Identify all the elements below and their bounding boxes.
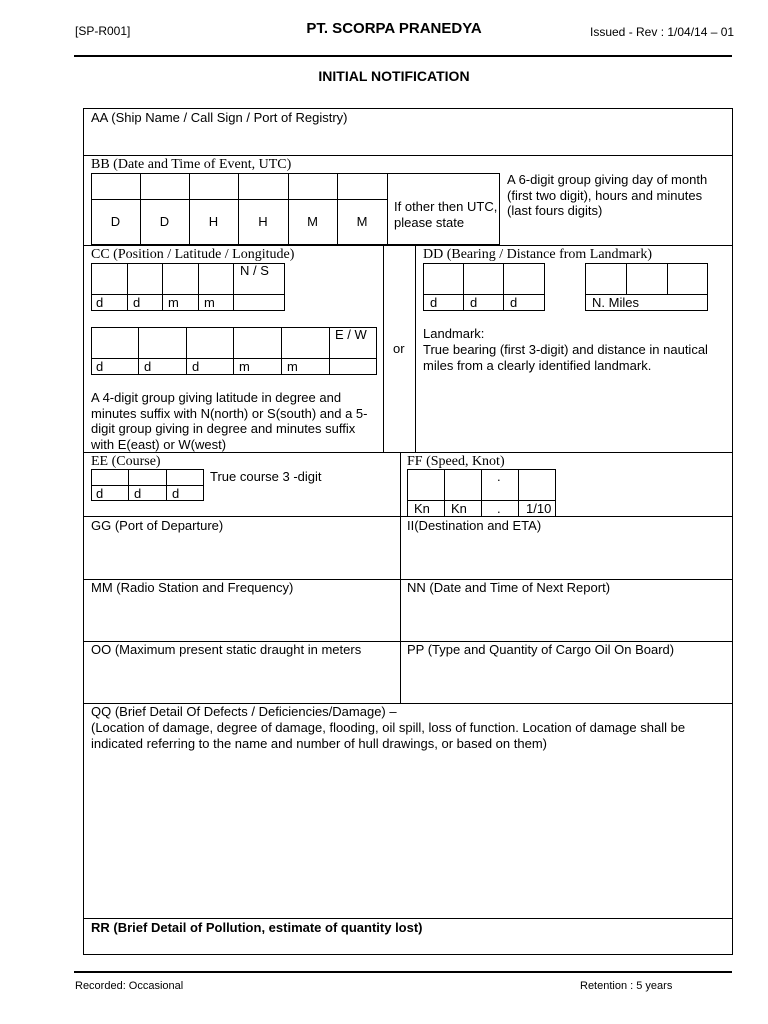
ff-label: FF (Speed, Knot) (407, 454, 505, 469)
ff-col-divider (444, 469, 445, 517)
cc-lon-cell: m (239, 359, 250, 374)
cc-lon-cell: d (144, 359, 152, 374)
dd-bearing-cell: d (430, 295, 438, 310)
dd-bearing-col-divider (463, 263, 464, 311)
header-rule (74, 55, 732, 57)
cc-lat-row-divider (91, 294, 285, 295)
cc-format-note: A 4-digit group giving latitude in degree and minutes suffix with N(north) or S(south) and a 5-digit group giving in degree and minutes suffix with E(east) or W(west) (91, 390, 368, 452)
ee-cell: d (96, 486, 104, 501)
dd-landmark-label: Landmark: (423, 326, 485, 341)
ee-cell: d (134, 486, 142, 501)
bb-grid-col-divider (140, 173, 141, 245)
cc-lon-col-divider (138, 327, 139, 375)
ee-row-divider (91, 485, 204, 486)
dd-distance-col-divider (667, 263, 668, 295)
ff-cell: 1/10 (526, 501, 552, 516)
dd-bearing-row-divider (423, 294, 545, 295)
bb-cell-minute-1: M (307, 214, 318, 229)
bb-cell-minute-2: M (356, 214, 368, 229)
company-name: PT. SCORPA PRANEDYA (306, 20, 482, 37)
cc-label: CC (Position / Latitude / Longitude) (91, 247, 295, 262)
dd-bearing-grid (423, 263, 545, 311)
pp-label: PP (Type and Quantity of Cargo Oil On Board) (407, 642, 675, 657)
bb-cell-hour-2: H (258, 214, 268, 229)
bb-grid-col-divider (387, 173, 388, 199)
divider-center-column (400, 452, 401, 703)
ff-col-divider (481, 469, 482, 517)
ff-cell: . (497, 501, 501, 516)
dd-label: DD (Bearing / Distance from Landmark) (423, 247, 652, 262)
bb-cell-hour-1: H (208, 214, 219, 229)
form-title: INITIAL NOTIFICATION (318, 68, 470, 84)
bb-other-timezone-note: If other then UTC, please state (394, 199, 498, 230)
cc-lon-suffix: E / W (335, 327, 367, 342)
cc-lat-col-divider (162, 263, 163, 311)
issue-revision: Issued - Rev : 1/04/14 – 01 (590, 25, 735, 39)
or-separator: or (393, 341, 405, 356)
cc-lat-cell: m (168, 295, 179, 310)
cc-lon-col-divider (233, 327, 234, 375)
cc-lat-suffix: N / S (240, 263, 269, 278)
bb-grid-col-divider (238, 173, 239, 245)
cc-lon-row-divider (91, 358, 377, 359)
nn-label: NN (Date and Time of Next Report) (407, 580, 611, 595)
cc-lon-col-divider (329, 327, 330, 375)
bb-format-note: A 6-digit group giving day of month (first two digit), hours and minutes (last fours digits) (507, 172, 708, 218)
cc-lat-col-divider (127, 263, 128, 311)
bb-grid-col-divider (288, 173, 289, 245)
ff-decimal-dot: . (497, 469, 501, 484)
divider-aa-bb (83, 155, 733, 156)
mm-label: MM (Radio Station and Frequency) (91, 580, 294, 595)
cc-lat-col-divider (198, 263, 199, 311)
cc-lon-col-divider (281, 327, 282, 375)
cc-lat-cell: m (204, 295, 215, 310)
ff-cell: Kn (451, 501, 467, 516)
ff-cell: Kn (414, 501, 430, 516)
divider-bb-cc (83, 245, 733, 246)
bb-grid-col-divider (387, 199, 388, 245)
qq-label: QQ (Brief Detail Of Defects / Deficiencies/Damage) – (91, 704, 397, 719)
cc-lon-cell: m (287, 359, 298, 374)
bb-grid-col-divider (189, 173, 190, 245)
footer-retention: Retention : 5 years (580, 980, 673, 992)
bb-cell-day-2: D (159, 214, 170, 229)
dd-bearing-cell: d (510, 295, 518, 310)
footer-recorded: Recorded: Occasional (75, 980, 184, 992)
aa-label: AA (Ship Name / Call Sign / Port of Registry) (91, 110, 348, 125)
gg-label: GG (Port of Departure) (91, 518, 224, 533)
bb-label: BB (Date and Time of Event, UTC) (91, 157, 292, 172)
cc-lon-col-divider (186, 327, 187, 375)
divider-cc-or (383, 245, 384, 452)
divider-or-dd (415, 245, 416, 452)
cc-lat-col-divider (233, 263, 234, 311)
oo-label: OO (Maximum present static draught in meters (91, 642, 362, 657)
cc-lon-cell: d (192, 359, 200, 374)
ee-col-divider (166, 469, 167, 501)
dd-bearing-col-divider (503, 263, 504, 311)
footer-rule (74, 971, 732, 973)
ff-col-divider (518, 469, 519, 517)
ee-label: EE (Course) (91, 454, 161, 469)
ee-cell: d (172, 486, 180, 501)
cc-lat-cell: d (133, 295, 141, 310)
bb-grid-col-divider (337, 173, 338, 245)
divider-cc-ee (83, 452, 733, 453)
cc-lat-cell: d (96, 295, 104, 310)
dd-distance-col-divider (626, 263, 627, 295)
ii-label: II(Destination and ETA) (407, 518, 542, 533)
bb-cell-day-1: D (110, 214, 121, 229)
divider-qq-rr (83, 918, 733, 919)
qq-note: (Location of damage, degree of damage, flooding, oil spill, loss of function. Location of damage shall be indicated referring to the name and number of hull drawings, or based on them) (91, 720, 686, 751)
bb-grid-row-divider (91, 199, 387, 200)
ee-format-note: True course 3 -digit (210, 469, 322, 484)
document-code: [SP-R001] (75, 24, 131, 38)
ee-col-divider (128, 469, 129, 501)
dd-format-note: True bearing (first 3-digit) and distance in nautical miles from a clearly identified landmark. (423, 342, 708, 373)
dd-bearing-cell: d (470, 295, 478, 310)
dd-miles-label: N. Miles (592, 295, 639, 310)
cc-lon-cell: d (96, 359, 104, 374)
rr-label: RR (Brief Detail of Pollution, estimate of quantity lost) (91, 920, 423, 935)
